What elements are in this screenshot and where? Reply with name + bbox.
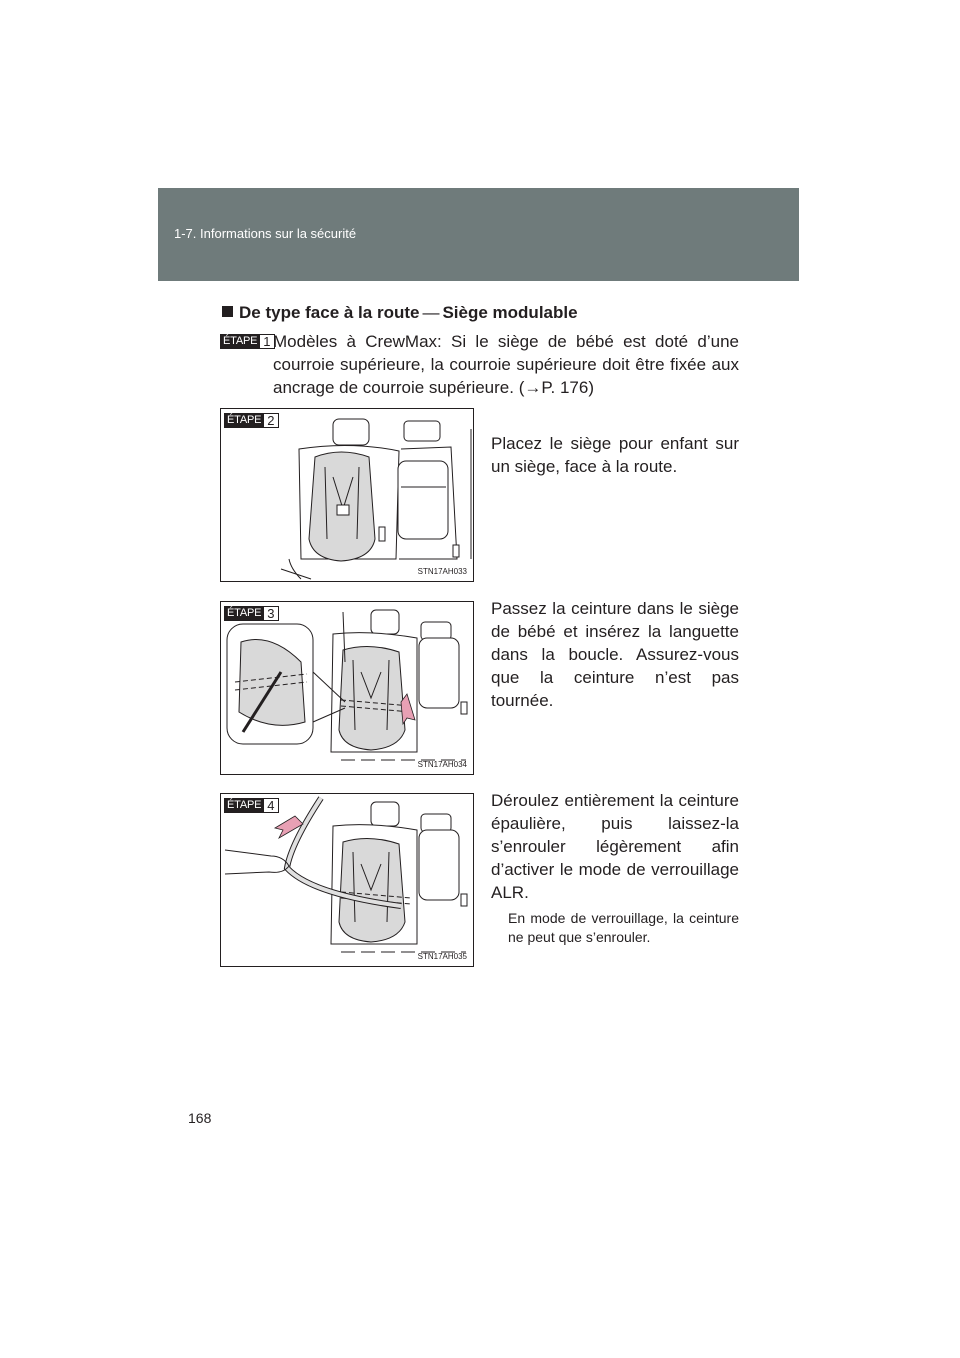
step-word: ÉTAPE: [220, 334, 260, 349]
figure-code: STN17AH034: [417, 760, 467, 769]
step-2-badge: [224, 413, 279, 428]
step-number: 4: [264, 798, 278, 813]
step-1-badge: [220, 334, 275, 349]
step-3-text: Passez la ceinture dans le siège de bébé et insérez la languette dans la boucle. Assurez-vous que la ceinture n’est pas tournée.: [491, 599, 739, 710]
step-4-note: En mode de verrouillage, la ceinture ne peut que s’enrouler.: [508, 910, 739, 945]
figure-step-2: [220, 408, 474, 582]
step-word: ÉTAPE: [224, 413, 264, 428]
step-1-text: Modèles à CrewMax: Si le siège de bébé est doté d’une courroie supérieure, la courroie supérieure doit être fixée aux ancrage de courroie supérieure. (→P. 176): [273, 332, 739, 397]
step-number: 1: [260, 334, 274, 349]
figure-code: STN17AH033: [417, 567, 467, 576]
step-4-badge: [224, 798, 279, 813]
section-title: 1-7. Informations sur la sécurité: [174, 226, 357, 241]
heading-part2: Siège modulable: [442, 303, 578, 322]
step-4-text: Déroulez entièrement la ceinture épaulière, puis laissez-la s’enrouler légèrement afin d’activer le mode de verrouillage ALR.: [491, 791, 739, 902]
page-number: 168: [188, 1110, 212, 1126]
step-2-text: Placez le siège pour enfant sur un siège, face à la route.: [491, 434, 739, 476]
heading-part1: De type face à la route: [239, 303, 420, 322]
step-3-badge: [224, 606, 279, 621]
step-number: 3: [264, 606, 278, 621]
square-bullet-icon: [222, 306, 233, 317]
figure-step-3: [220, 601, 474, 775]
header-band: [158, 188, 799, 281]
heading-dash: —: [422, 303, 440, 322]
step-number: 2: [264, 413, 278, 428]
step-word: ÉTAPE: [224, 606, 264, 621]
figure-step-4: [220, 793, 474, 967]
step-word: ÉTAPE: [224, 798, 264, 813]
figure-code: STN17AH035: [417, 952, 467, 961]
section-heading: [222, 303, 578, 323]
